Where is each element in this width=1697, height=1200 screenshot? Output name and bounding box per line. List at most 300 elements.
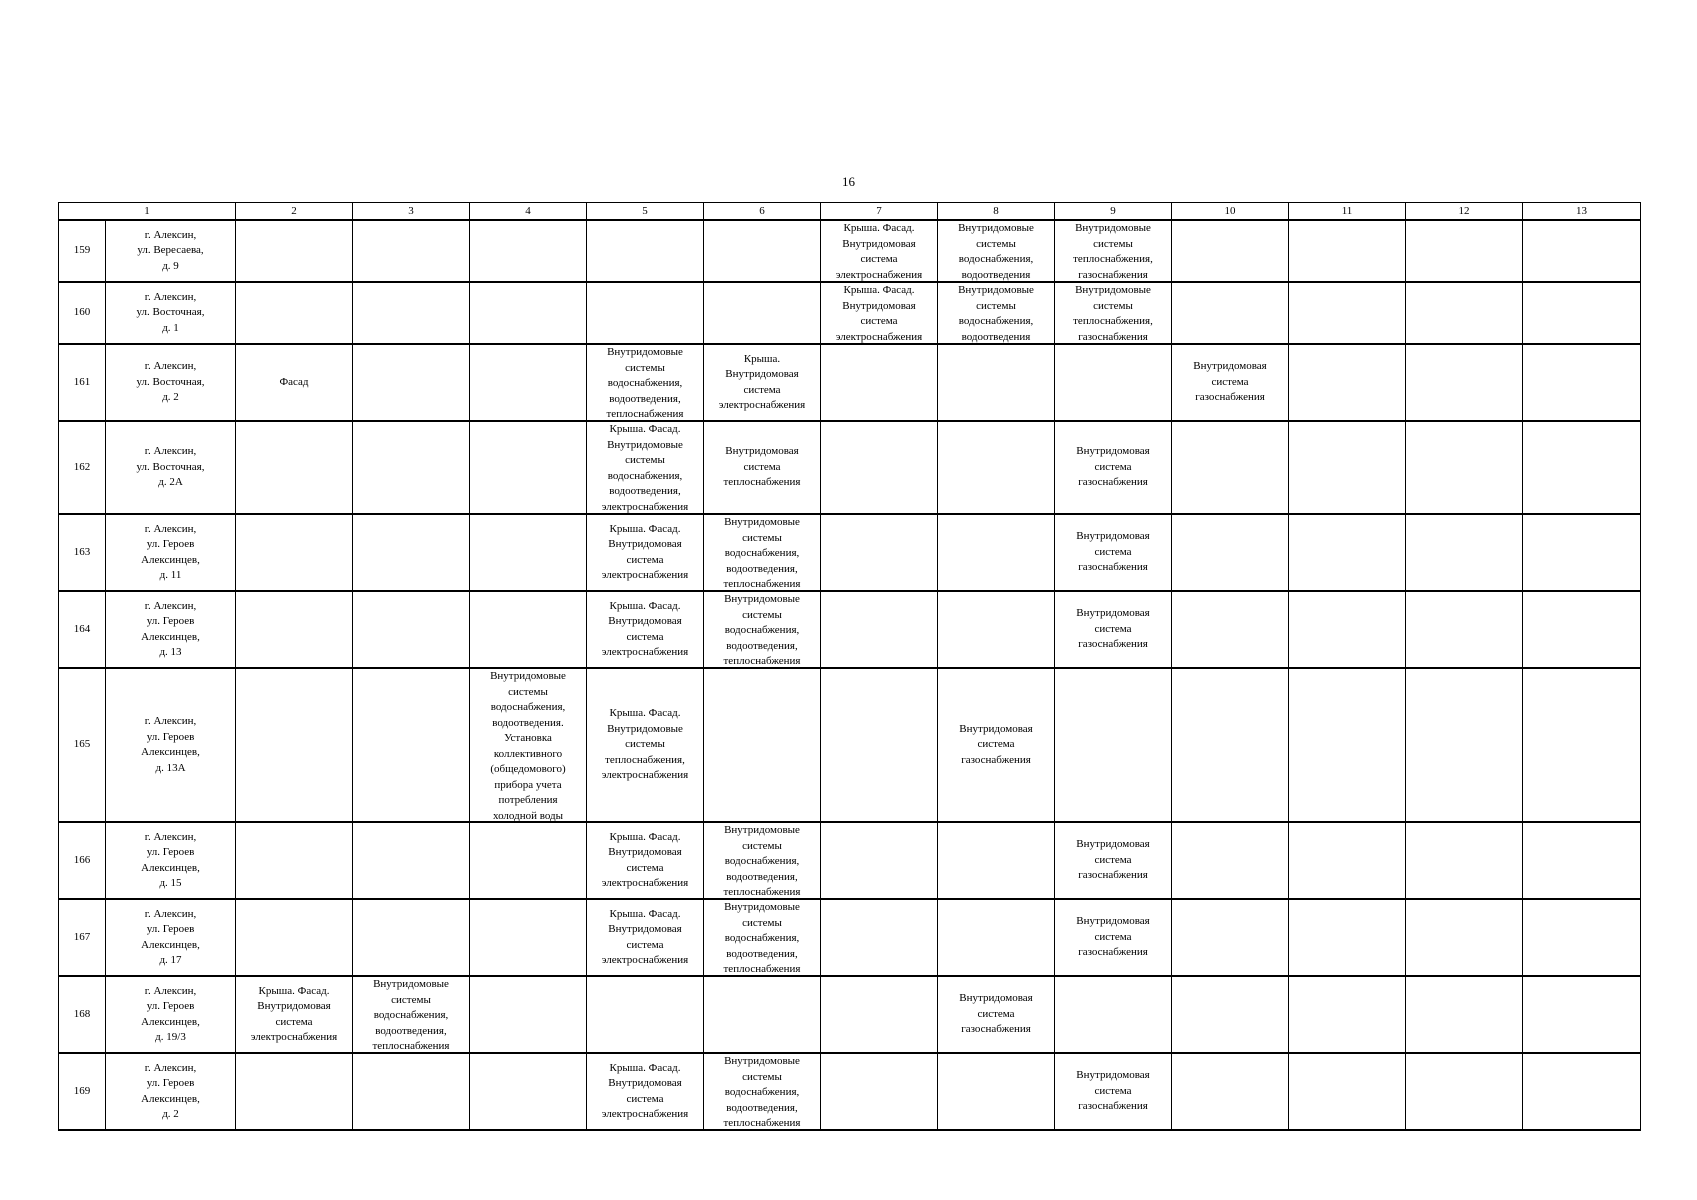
work-cell-col-8 xyxy=(938,514,1055,591)
work-cell-col-13 xyxy=(1523,1053,1641,1130)
address-line: д. 11 xyxy=(159,569,182,581)
work-text-line: электроснабжения xyxy=(601,769,689,782)
work-cell-col-9 xyxy=(1055,591,1172,668)
work-cell-col-8 xyxy=(938,899,1055,976)
work-text-line: Крыша. Фасад. xyxy=(609,423,681,435)
work-cell-col-2 xyxy=(236,822,353,899)
work-cell-col-3 xyxy=(353,822,470,899)
work-cell-col-5 xyxy=(587,591,704,668)
work-cell-col-7 xyxy=(821,668,938,822)
address-cell xyxy=(106,976,236,1053)
work-text-line: система xyxy=(1094,460,1132,473)
table-row xyxy=(59,344,1641,421)
work-text-line: теплоснабжения xyxy=(723,886,801,898)
work-text-line: Внутридомовая xyxy=(608,923,682,935)
work-cell-col-13 xyxy=(1523,899,1641,976)
work-text-line: водоснабжения, xyxy=(490,701,566,713)
work-text-line: теплоснабжения xyxy=(372,1040,450,1052)
address-line: ул. Героев xyxy=(146,615,195,627)
work-text-line: система xyxy=(1094,853,1132,866)
work-cell-col-6 xyxy=(704,899,821,976)
work-text-line: системы xyxy=(625,361,665,374)
address-line: ул. Героев xyxy=(146,846,195,858)
work-cell-col-3 xyxy=(353,514,470,591)
address-line: ул. Восточная, xyxy=(136,460,205,473)
work-text-line: водоотведения xyxy=(961,268,1031,281)
address-cell xyxy=(106,1053,236,1130)
work-cell-col-10 xyxy=(1172,514,1289,591)
work-text-line: системы xyxy=(508,685,548,698)
work-cell-col-4 xyxy=(470,282,587,344)
work-cell-col-9 xyxy=(1055,282,1172,344)
work-cell-col-8 xyxy=(938,976,1055,1053)
work-text-line: Внутридомовые xyxy=(724,901,800,913)
work-text-line: Внутридомовые xyxy=(607,346,683,358)
address-line: д. 17 xyxy=(159,954,182,966)
work-text-line: водоотведения. xyxy=(492,716,564,729)
work-cell-col-5 xyxy=(587,421,704,514)
address-cell xyxy=(106,899,236,976)
work-cell-col-5 xyxy=(587,344,704,421)
work-text-line: газоснабжения xyxy=(1078,268,1148,281)
column-number-header-row xyxy=(59,203,1641,221)
address-line: д. 2 xyxy=(162,391,179,404)
column-header-7: 7 xyxy=(821,203,938,221)
work-text-line: системы xyxy=(976,237,1016,250)
work-cell-col-7 xyxy=(821,514,938,591)
address-line: г. Алексин, xyxy=(144,599,197,612)
work-cell-col-4 xyxy=(470,668,587,822)
address-line: д. 13 xyxy=(159,646,182,658)
work-cell-col-2 xyxy=(236,282,353,344)
work-cell-col-5 xyxy=(587,822,704,899)
work-text-line: система xyxy=(626,553,664,566)
work-text-line: Внутридомовые xyxy=(607,722,683,735)
work-cell-col-10 xyxy=(1172,1053,1289,1130)
work-cell-col-10 xyxy=(1172,421,1289,514)
work-text-line: Внутридомовая xyxy=(1193,360,1267,373)
address-cell xyxy=(106,282,236,344)
work-cell-col-6 xyxy=(704,282,821,344)
row-number: 162 xyxy=(59,421,106,514)
work-cell-col-12 xyxy=(1406,220,1523,282)
work-text-line: водоотведения, xyxy=(609,392,681,405)
row-number: 166 xyxy=(59,822,106,899)
work-text-line: Внутридомовые xyxy=(724,516,800,528)
work-cell-col-8 xyxy=(938,668,1055,822)
address-line: д. 9 xyxy=(162,259,179,272)
work-text-line: Крыша. Фасад. xyxy=(843,284,915,296)
work-text-line: Внутридомовая xyxy=(1076,530,1150,543)
work-cell-col-4 xyxy=(470,976,587,1053)
work-cell-col-6 xyxy=(704,421,821,514)
work-text-line: водоотведения, xyxy=(726,1101,798,1114)
address-cell xyxy=(106,344,236,421)
work-cell-col-7 xyxy=(821,822,938,899)
work-text-line: Внутридомовая xyxy=(842,237,916,250)
work-cell-col-4 xyxy=(470,344,587,421)
address-line: ул. Героев xyxy=(146,730,195,743)
address-line: ул. Героев xyxy=(146,1000,195,1012)
work-text-line: водоотведения, xyxy=(726,639,798,652)
address-line: ул. Героев xyxy=(146,538,195,550)
work-cell-col-4 xyxy=(470,591,587,668)
work-cell-col-7 xyxy=(821,282,938,344)
work-text-line: теплоснабжения xyxy=(606,408,684,420)
address-line: г. Алексин, xyxy=(144,984,197,997)
work-text-line: водоснабжения, xyxy=(724,932,800,944)
address-cell xyxy=(106,591,236,668)
work-text-line: система xyxy=(860,315,898,327)
row-number: 161 xyxy=(59,344,106,421)
table-row xyxy=(59,591,1641,668)
work-text-line: водоснабжения, xyxy=(724,624,800,636)
work-cell-col-12 xyxy=(1406,976,1523,1053)
work-cell-col-6 xyxy=(704,220,821,282)
work-cell-col-9 xyxy=(1055,344,1172,421)
work-text-line: электроснабжения xyxy=(601,646,689,658)
work-cell-col-8 xyxy=(938,282,1055,344)
work-text-line: водоснабжения, xyxy=(607,469,683,482)
work-cell-col-3 xyxy=(353,591,470,668)
work-text-line: Внутридомовая xyxy=(1076,445,1150,458)
work-cell-col-10 xyxy=(1172,344,1289,421)
work-cell-col-11 xyxy=(1289,668,1406,822)
work-cell-col-4 xyxy=(470,822,587,899)
work-cell-col-9 xyxy=(1055,668,1172,822)
work-cell-col-13 xyxy=(1523,822,1641,899)
row-number: 164 xyxy=(59,591,106,668)
work-text-line: Фасад xyxy=(279,375,309,388)
work-cell-col-5 xyxy=(587,976,704,1053)
work-text-line: газоснабжения xyxy=(1078,476,1148,489)
column-header-2: 2 xyxy=(236,203,353,221)
work-cell-col-8 xyxy=(938,1053,1055,1130)
work-cell-col-12 xyxy=(1406,899,1523,976)
address-line: ул. Героев xyxy=(146,1077,195,1089)
work-cell-col-11 xyxy=(1289,421,1406,514)
work-text-line: Установка xyxy=(504,732,552,744)
work-text-line: системы xyxy=(742,839,782,852)
work-text-line: Внутридомовая xyxy=(1076,607,1150,620)
work-cell-col-13 xyxy=(1523,591,1641,668)
work-text-line: Внутридомовая xyxy=(608,1077,682,1089)
work-cell-col-6 xyxy=(704,344,821,421)
row-number: 160 xyxy=(59,282,106,344)
address-line: г. Алексин, xyxy=(144,360,197,373)
work-text-line: Внутридомовая xyxy=(725,368,799,380)
table-row xyxy=(59,1053,1641,1130)
work-text-line: Внутридомовые xyxy=(1075,222,1151,234)
work-cell-col-3 xyxy=(353,344,470,421)
work-cell-col-11 xyxy=(1289,822,1406,899)
work-cell-col-13 xyxy=(1523,344,1641,421)
work-cell-col-11 xyxy=(1289,344,1406,421)
work-text-line: Внутридомовые xyxy=(724,1055,800,1067)
address-line: Алексинцев, xyxy=(141,1092,200,1105)
work-text-line: теплоснабжения xyxy=(723,1117,801,1129)
work-text-line: газоснабжения xyxy=(1078,869,1148,882)
work-text-line: электроснабжения xyxy=(250,1031,338,1043)
work-cell-col-5 xyxy=(587,514,704,591)
column-header-12: 12 xyxy=(1406,203,1523,221)
work-cell-col-3 xyxy=(353,220,470,282)
work-text-line: Крыша. Фасад. xyxy=(258,984,330,997)
work-text-line: системы xyxy=(742,1070,782,1083)
work-cell-col-2 xyxy=(236,668,353,822)
work-text-line: прибора учета xyxy=(494,778,562,791)
work-cell-col-11 xyxy=(1289,514,1406,591)
column-header-10: 10 xyxy=(1172,203,1289,221)
work-cell-col-12 xyxy=(1406,1053,1523,1130)
work-text-line: газоснабжения xyxy=(961,753,1031,766)
column-header-4: 4 xyxy=(470,203,587,221)
work-cell-col-5 xyxy=(587,668,704,822)
work-cell-col-9 xyxy=(1055,1053,1172,1130)
work-cell-col-11 xyxy=(1289,976,1406,1053)
address-cell xyxy=(106,220,236,282)
work-text-line: Крыша. Фасад. xyxy=(609,707,681,720)
row-number: 163 xyxy=(59,514,106,591)
work-text-line: газоснабжения xyxy=(1078,1100,1148,1113)
work-text-line: системы xyxy=(1093,299,1133,312)
work-cell-col-8 xyxy=(938,220,1055,282)
work-cell-col-9 xyxy=(1055,822,1172,899)
work-text-line: газоснабжения xyxy=(1078,561,1148,574)
work-text-line: система xyxy=(275,1015,313,1028)
work-text-line: водоотведения, xyxy=(609,485,681,497)
work-text-line: газоснабжения xyxy=(1078,638,1148,651)
work-text-line: Крыша. Фасад. xyxy=(843,222,915,234)
work-text-line: электроснабжения xyxy=(835,268,923,281)
work-cell-col-6 xyxy=(704,1053,821,1130)
work-text-line: водоотведения, xyxy=(726,562,798,575)
row-number: 159 xyxy=(59,220,106,282)
work-text-line: Внутридомовая xyxy=(842,299,916,312)
work-text-line: система xyxy=(860,253,898,265)
work-cell-col-7 xyxy=(821,421,938,514)
column-header-8: 8 xyxy=(938,203,1055,221)
work-cell-col-10 xyxy=(1172,668,1289,822)
work-text-line: Внутридомовая xyxy=(725,445,799,458)
work-text-line: теплоснабжения, xyxy=(1073,315,1153,327)
work-cell-col-4 xyxy=(470,1053,587,1130)
work-text-line: Внутридомовые xyxy=(724,593,800,605)
work-cell-col-12 xyxy=(1406,591,1523,668)
address-line: Алексинцев, xyxy=(141,630,200,643)
address-line: г. Алексин, xyxy=(144,1061,197,1074)
work-cell-col-13 xyxy=(1523,220,1641,282)
address-line: д. 1 xyxy=(162,321,179,334)
work-cell-col-6 xyxy=(704,976,821,1053)
address-line: Алексинцев, xyxy=(141,861,200,874)
work-text-line: водоснабжения, xyxy=(958,253,1034,265)
work-cell-col-5 xyxy=(587,899,704,976)
work-cell-col-9 xyxy=(1055,899,1172,976)
work-text-line: Внутридомовая xyxy=(959,722,1033,735)
work-cell-col-10 xyxy=(1172,591,1289,668)
table-row xyxy=(59,282,1641,344)
work-text-line: водоснабжения, xyxy=(724,547,800,559)
address-line: ул. Вересаева, xyxy=(137,244,204,257)
work-cell-col-6 xyxy=(704,822,821,899)
work-text-line: (общедомового) xyxy=(490,763,566,775)
work-text-line: система xyxy=(626,938,664,951)
work-text-line: электроснабжения xyxy=(601,877,689,889)
work-text-line: водоотведения xyxy=(961,330,1031,343)
work-cell-col-2 xyxy=(236,1053,353,1130)
work-text-line: системы xyxy=(742,916,782,929)
work-text-line: системы xyxy=(976,299,1016,312)
work-text-line: Внутридомовая xyxy=(1076,838,1150,851)
work-text-line: Внутридомовые xyxy=(1075,284,1151,296)
work-text-line: водоснабжения, xyxy=(724,1086,800,1098)
row-number: 168 xyxy=(59,976,106,1053)
address-line: Алексинцев, xyxy=(141,553,200,566)
work-cell-col-2 xyxy=(236,220,353,282)
work-text-line: система xyxy=(743,383,781,396)
row-number: 167 xyxy=(59,899,106,976)
work-text-line: водоснабжения, xyxy=(607,377,683,389)
work-cell-col-13 xyxy=(1523,421,1641,514)
work-cell-col-2 xyxy=(236,421,353,514)
work-text-line: водоотведения, xyxy=(726,947,798,960)
column-header-11: 11 xyxy=(1289,203,1406,221)
address-line: г. Алексин, xyxy=(144,907,197,920)
work-cell-col-2 xyxy=(236,899,353,976)
work-text-line: система xyxy=(1094,622,1132,635)
address-cell xyxy=(106,668,236,822)
work-cell-col-3 xyxy=(353,1053,470,1130)
work-text-line: электроснабжения xyxy=(718,399,806,411)
work-text-line: водоотведения, xyxy=(726,870,798,883)
work-cell-col-2 xyxy=(236,514,353,591)
work-text-line: системы xyxy=(742,608,782,621)
work-text-line: Внутридомовые xyxy=(373,978,449,990)
work-text-line: Крыша. xyxy=(743,352,781,365)
page-number: 16 xyxy=(842,174,855,189)
work-text-line: электроснабжения xyxy=(601,569,689,581)
address-line: г. Алексин, xyxy=(144,830,197,843)
work-text-line: Крыша. Фасад. xyxy=(609,907,681,920)
work-text-line: теплоснабжения xyxy=(723,655,801,667)
work-text-line: системы xyxy=(1093,237,1133,250)
work-cell-col-8 xyxy=(938,421,1055,514)
work-cell-col-12 xyxy=(1406,282,1523,344)
column-header-3: 3 xyxy=(353,203,470,221)
work-text-line: Внутридомовая xyxy=(608,615,682,627)
work-text-line: Крыша. Фасад. xyxy=(609,522,681,535)
work-text-line: теплоснабжения, xyxy=(1073,253,1153,265)
work-cell-col-2 xyxy=(236,976,353,1053)
work-cell-col-7 xyxy=(821,1053,938,1130)
work-text-line: системы xyxy=(625,454,665,466)
work-cell-col-3 xyxy=(353,976,470,1053)
address-line: Алексинцев, xyxy=(141,746,200,758)
work-cell-col-5 xyxy=(587,282,704,344)
address-line: д. 2 xyxy=(162,1108,179,1120)
table-row xyxy=(59,514,1641,591)
work-text-line: Внутридомовые xyxy=(958,222,1034,234)
work-cell-col-3 xyxy=(353,421,470,514)
work-cell-col-10 xyxy=(1172,220,1289,282)
work-cell-col-4 xyxy=(470,899,587,976)
work-text-line: водоснабжения, xyxy=(958,315,1034,327)
work-cell-col-7 xyxy=(821,220,938,282)
address-line: г. Алексин, xyxy=(144,228,197,241)
work-cell-col-12 xyxy=(1406,421,1523,514)
work-text-line: теплоснабжения, xyxy=(605,753,685,766)
work-cell-col-2 xyxy=(236,344,353,421)
column-header-9: 9 xyxy=(1055,203,1172,221)
work-text-line: система xyxy=(977,1007,1015,1020)
table-body xyxy=(59,220,1641,1130)
work-text-line: Внутридомовая xyxy=(1076,915,1150,928)
address-line: ул. Восточная, xyxy=(136,306,205,319)
work-text-line: газоснабжения xyxy=(1078,330,1148,343)
work-cell-col-10 xyxy=(1172,822,1289,899)
work-text-line: Внутридомовые xyxy=(724,824,800,836)
address-cell xyxy=(106,421,236,514)
work-cell-col-6 xyxy=(704,668,821,822)
work-text-line: газоснабжения xyxy=(1195,391,1265,404)
work-cell-col-6 xyxy=(704,514,821,591)
work-cell-col-13 xyxy=(1523,976,1641,1053)
work-text-line: холодной воды xyxy=(492,809,564,821)
work-cell-col-6 xyxy=(704,591,821,668)
address-line: д. 15 xyxy=(159,877,182,889)
table-row xyxy=(59,668,1641,822)
work-text-line: система xyxy=(626,1092,664,1105)
work-cell-col-7 xyxy=(821,591,938,668)
address-line: г. Алексин, xyxy=(144,715,197,727)
work-text-line: Крыша. Фасад. xyxy=(609,830,681,843)
work-cell-col-7 xyxy=(821,976,938,1053)
work-text-line: водоотведения, xyxy=(375,1024,447,1037)
work-cell-col-5 xyxy=(587,220,704,282)
work-text-line: Внутридомовые xyxy=(490,670,566,682)
address-line: д. 19/3 xyxy=(155,1031,186,1043)
work-text-line: электроснабжения xyxy=(601,1108,689,1120)
address-line: г. Алексин, xyxy=(144,290,197,303)
work-cell-col-8 xyxy=(938,822,1055,899)
work-cell-col-5 xyxy=(587,1053,704,1130)
work-text-line: система xyxy=(1094,930,1132,943)
work-cell-col-13 xyxy=(1523,282,1641,344)
address-cell xyxy=(106,514,236,591)
work-cell-col-11 xyxy=(1289,591,1406,668)
work-text-line: Внутридомовая xyxy=(959,992,1033,1005)
work-text-line: Крыша. Фасад. xyxy=(609,599,681,612)
table-row xyxy=(59,421,1641,514)
work-cell-col-4 xyxy=(470,421,587,514)
table-row xyxy=(59,220,1641,282)
work-cell-col-12 xyxy=(1406,668,1523,822)
work-text-line: газоснабжения xyxy=(1078,946,1148,959)
row-number: 169 xyxy=(59,1053,106,1130)
column-header-5: 5 xyxy=(587,203,704,221)
address-line: г. Алексин, xyxy=(144,522,197,535)
address-line: г. Алексин, xyxy=(144,445,197,458)
work-text-line: система xyxy=(626,861,664,874)
work-cell-col-4 xyxy=(470,514,587,591)
work-cell-col-10 xyxy=(1172,976,1289,1053)
work-text-line: Крыша. Фасад. xyxy=(609,1061,681,1074)
work-cell-col-10 xyxy=(1172,899,1289,976)
column-header-1: 1 xyxy=(59,203,236,221)
repair-schedule-table xyxy=(58,202,1641,1131)
work-cell-col-12 xyxy=(1406,822,1523,899)
